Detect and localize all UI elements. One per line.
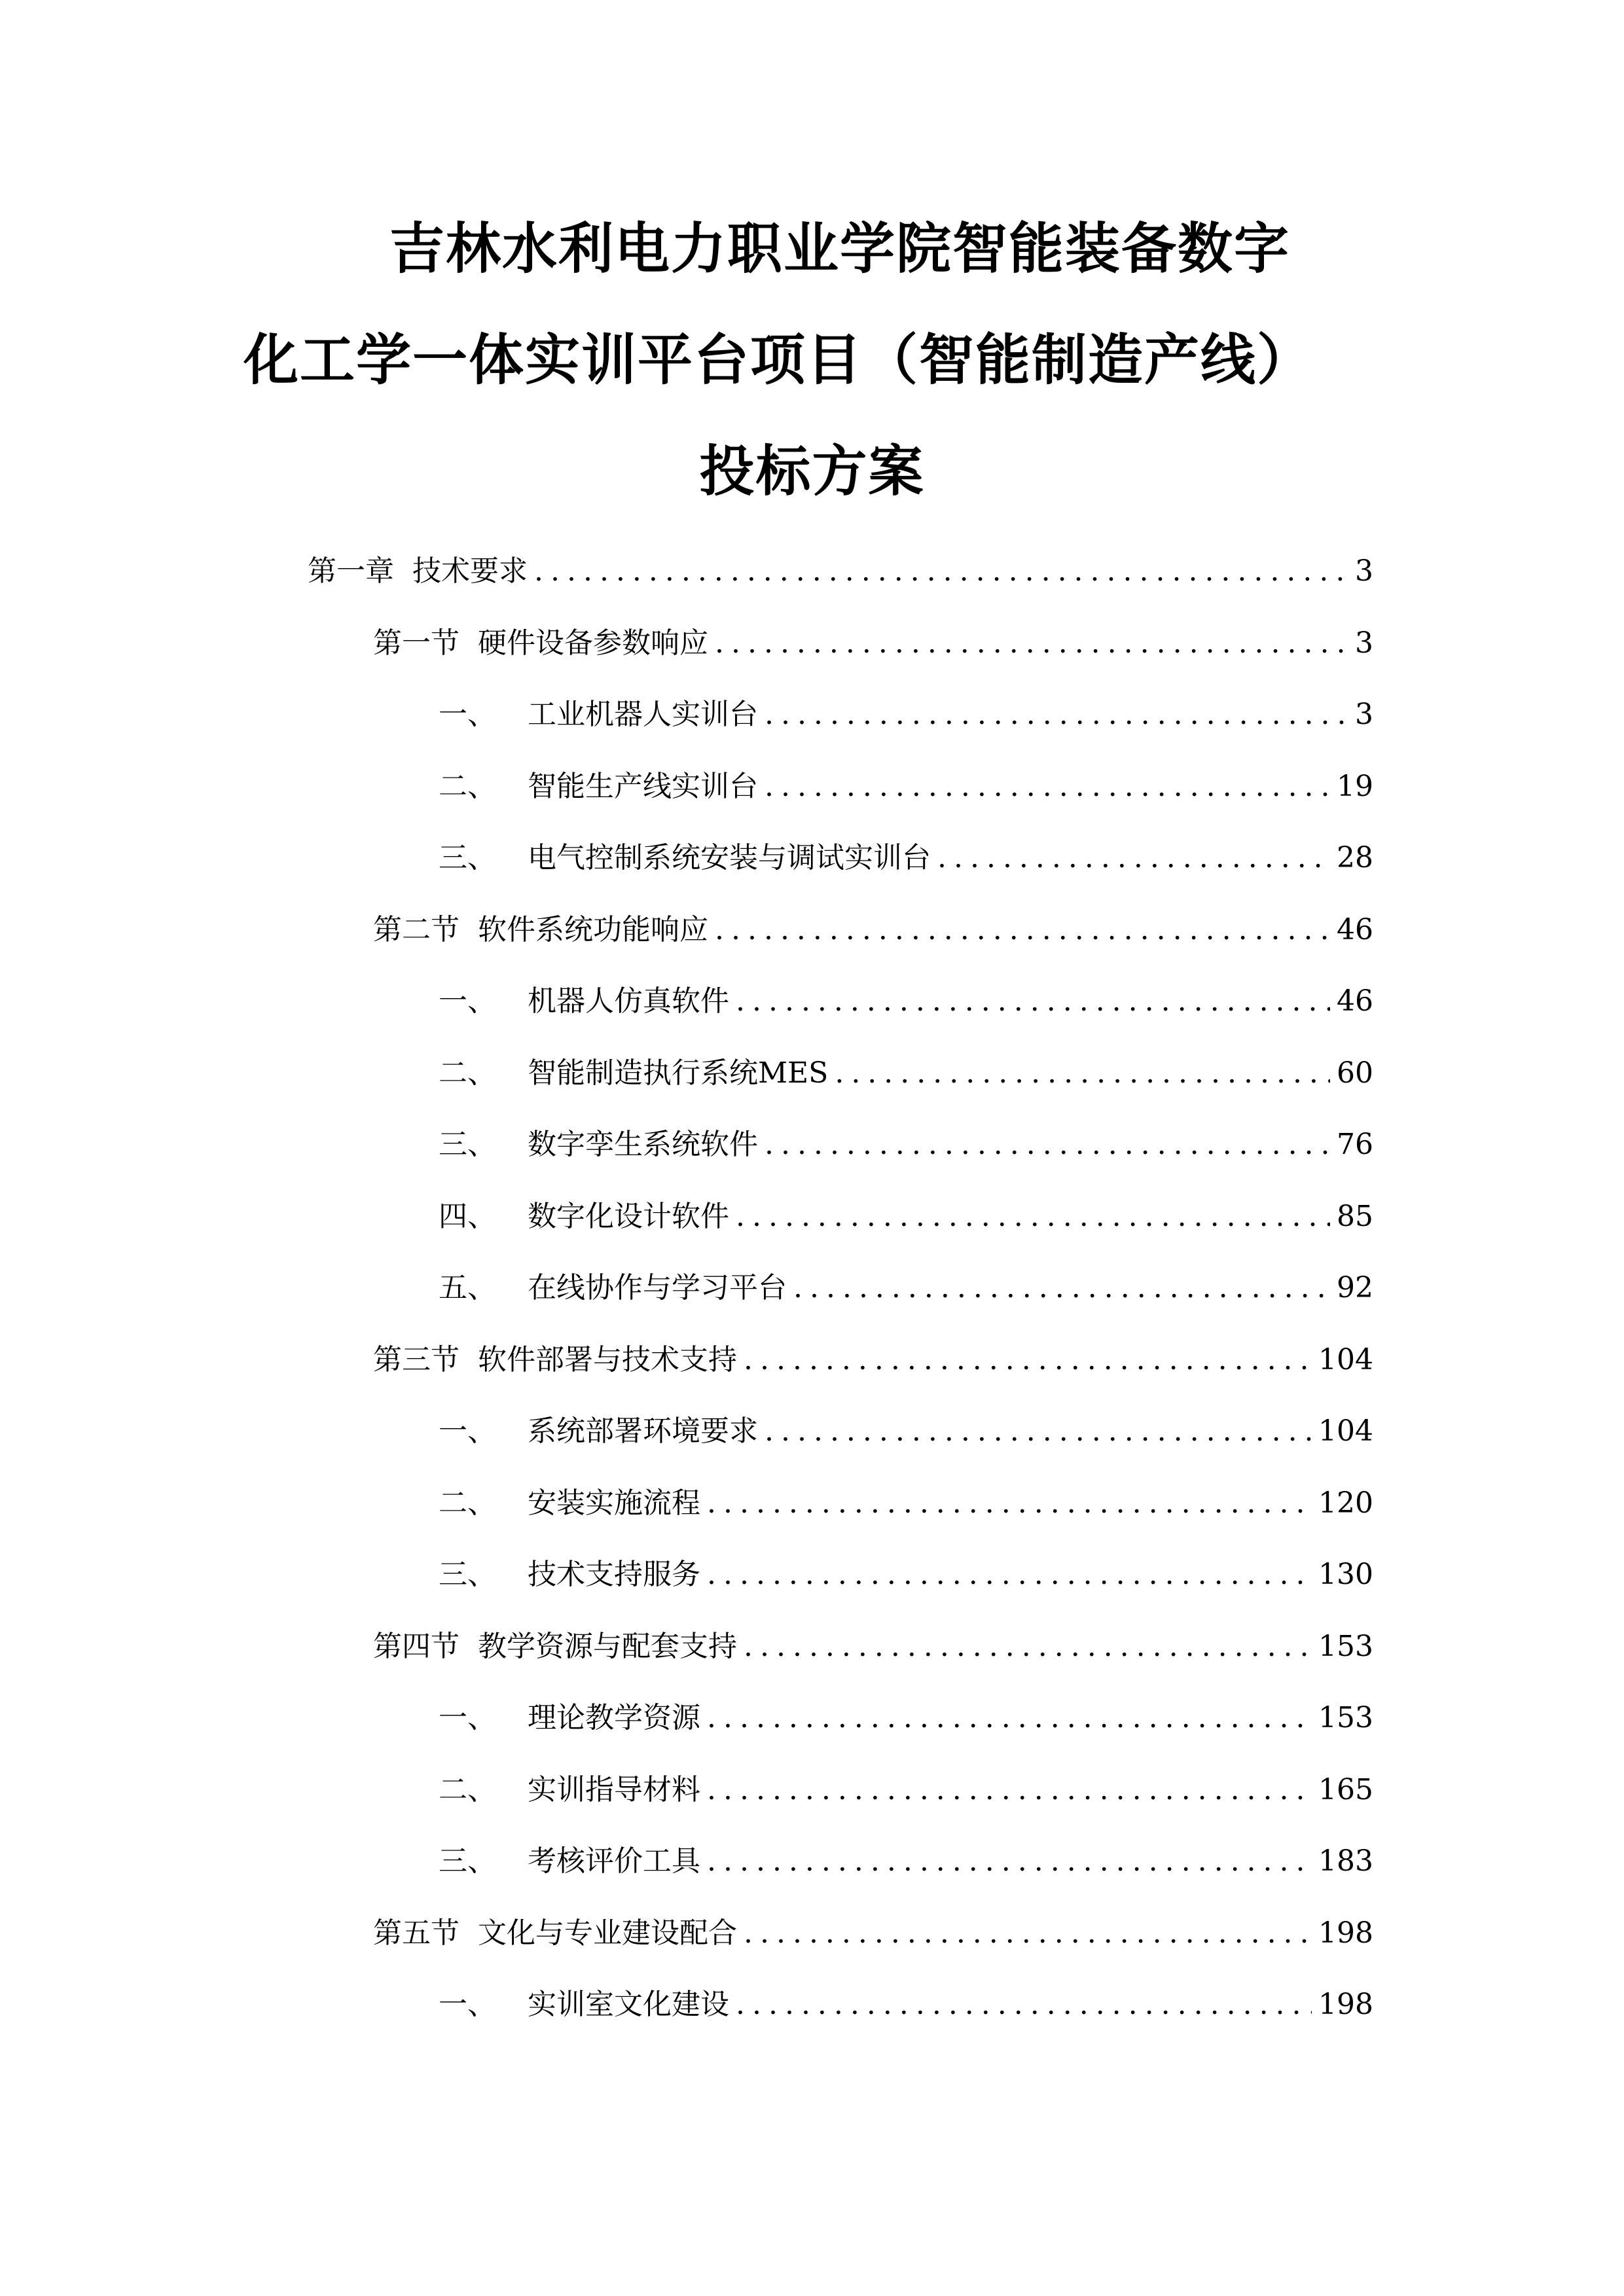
toc-entry-label: 数字化设计软件 — [528, 1200, 729, 1233]
toc-entry-page: 92 — [1337, 1271, 1373, 1304]
toc-leader-dots — [736, 982, 1330, 1021]
toc-entry-page: 76 — [1337, 1128, 1373, 1161]
toc-entry-page: 3 — [1355, 698, 1373, 731]
toc-entry-number: 二、 — [439, 770, 496, 803]
toc-entry-label: 实训室文化建设 — [528, 1988, 729, 2021]
title-line-3: 投标方案 — [699, 439, 925, 503]
toc-entry[interactable] — [439, 1770, 1373, 1810]
toc-entry-number: 一、 — [439, 1414, 496, 1448]
toc-entry[interactable] — [439, 1842, 1373, 1881]
toc-entry-number: 一、 — [439, 1988, 496, 2021]
toc-entry-label: 在线协作与学习平台 — [528, 1271, 787, 1304]
toc-entry-page: 60 — [1337, 1056, 1373, 1090]
toc-entry-page: 3 — [1355, 626, 1373, 660]
toc-entry[interactable] — [439, 1698, 1373, 1738]
toc-entry-number: 三、 — [439, 1844, 496, 1878]
toc-entry-page: 46 — [1337, 984, 1373, 1018]
toc-leader-dots — [744, 1914, 1312, 1953]
toc-entry[interactable] — [439, 695, 1373, 734]
toc-entry-page: 120 — [1318, 1486, 1373, 1520]
toc-leader-dots — [707, 1698, 1312, 1738]
toc-leader-dots — [765, 1125, 1330, 1164]
toc-entry-label: 系统部署环境要求 — [528, 1414, 758, 1448]
toc-leader-dots — [744, 1340, 1312, 1380]
toc-entry-page: 19 — [1337, 770, 1373, 803]
toc-entry-page: 198 — [1318, 1916, 1373, 1950]
title-line-2: 化工学一体实训平台项目（智能制造产线） — [244, 328, 1314, 392]
toc-entry-number: 一、 — [439, 1701, 496, 1734]
toc-entry-label: 工业机器人实训台 — [528, 698, 758, 731]
toc-entry-label: 硬件设备参数响应 — [478, 626, 708, 660]
toc-entry-label: 数字孪生系统软件 — [528, 1128, 758, 1161]
toc-entry[interactable] — [373, 910, 1373, 950]
toc-entry-label: 安装实施流程 — [528, 1486, 700, 1520]
toc-entry[interactable] — [439, 1412, 1373, 1451]
toc-entry-page: 28 — [1337, 841, 1373, 874]
toc-leader-dots — [765, 767, 1330, 806]
toc-entry[interactable] — [439, 1197, 1373, 1236]
toc-leader-dots — [835, 1054, 1330, 1093]
toc-entry[interactable] — [439, 838, 1373, 878]
toc-entry-number: 三、 — [439, 1558, 496, 1591]
toc-leader-dots — [707, 1484, 1312, 1523]
toc-entry[interactable] — [373, 1627, 1373, 1666]
toc-entry-page: 85 — [1337, 1200, 1373, 1233]
toc-entry-label: 技术支持服务 — [528, 1558, 700, 1591]
toc-entry-number: 三、 — [439, 1128, 496, 1161]
toc-entry-page: 198 — [1318, 1988, 1373, 2021]
toc-leader-dots — [765, 1412, 1312, 1451]
toc-entry[interactable] — [439, 767, 1373, 806]
toc-entry-number: 第四节 — [373, 1630, 460, 1663]
toc-entry-page: 153 — [1318, 1701, 1373, 1734]
toc-entry-page: 153 — [1318, 1630, 1373, 1663]
toc-entry[interactable] — [439, 1125, 1373, 1164]
toc-entry[interactable] — [439, 982, 1373, 1021]
toc-entry-number: 第一节 — [373, 626, 460, 660]
toc-entry-page: 130 — [1318, 1558, 1373, 1591]
toc-leader-dots — [736, 1985, 1312, 2024]
toc-entry-label: 机器人仿真软件 — [528, 984, 729, 1018]
toc-entry-number: 一、 — [439, 984, 496, 1018]
toc-entry-number: 二、 — [439, 1773, 496, 1806]
toc-entry[interactable] — [439, 1985, 1373, 2024]
toc-entry-number: 一、 — [439, 698, 496, 731]
toc-entry-page: 165 — [1318, 1773, 1373, 1806]
toc-leader-dots — [736, 1197, 1330, 1236]
toc-entry-label: 实训指导材料 — [528, 1773, 700, 1806]
toc-entry-label: 智能制造执行系统MES — [528, 1056, 829, 1090]
toc-entry-label: 技术要求 — [412, 554, 528, 588]
toc-entry[interactable] — [308, 552, 1373, 591]
toc-entry-page: 183 — [1318, 1844, 1373, 1878]
toc-leader-dots — [937, 838, 1330, 878]
toc-entry[interactable] — [373, 624, 1373, 663]
toc-entry-number: 第一章 — [308, 554, 394, 588]
toc-entry-label: 教学资源与配套支持 — [478, 1630, 737, 1663]
toc-entry-number: 第五节 — [373, 1916, 460, 1950]
toc-entry-page: 104 — [1318, 1414, 1373, 1448]
toc-entry[interactable] — [439, 1555, 1373, 1594]
toc-entry[interactable] — [439, 1484, 1373, 1523]
toc-entry-page: 104 — [1318, 1343, 1373, 1376]
toc-entry-page: 3 — [1355, 554, 1373, 588]
toc-entry[interactable] — [439, 1054, 1373, 1093]
toc-leader-dots — [707, 1770, 1312, 1810]
toc-entry-number: 二、 — [439, 1056, 496, 1090]
toc-entry-label: 文化与专业建设配合 — [478, 1916, 737, 1950]
toc-entry-label: 软件部署与技术支持 — [478, 1343, 737, 1376]
toc-entry-number: 第二节 — [373, 913, 460, 946]
toc-entry[interactable] — [373, 1914, 1373, 1953]
toc-entry-label: 理论教学资源 — [528, 1701, 700, 1734]
toc-entry-number: 第三节 — [373, 1343, 460, 1376]
toc-entry-label: 考核评价工具 — [528, 1844, 700, 1878]
toc-leader-dots — [707, 1842, 1312, 1881]
toc-entry-number: 三、 — [439, 841, 496, 874]
toc-entry[interactable] — [373, 1340, 1373, 1380]
toc-leader-dots — [765, 695, 1348, 734]
toc-entry-page: 46 — [1337, 913, 1373, 946]
toc-entry-label: 软件系统功能响应 — [478, 913, 708, 946]
toc-entry[interactable] — [439, 1268, 1373, 1308]
toc-entry-label: 智能生产线实训台 — [528, 770, 758, 803]
toc-leader-dots — [707, 1555, 1312, 1594]
toc-leader-dots — [744, 1627, 1312, 1666]
toc-entry-label: 电气控制系统安装与调试实训台 — [528, 841, 931, 874]
toc-leader-dots — [715, 910, 1330, 950]
toc-entry-number: 二、 — [439, 1486, 496, 1520]
toc-leader-dots — [793, 1268, 1330, 1308]
toc-leader-dots — [534, 552, 1348, 591]
toc-entry-number: 四、 — [439, 1200, 496, 1233]
title-line-1: 吉林水利电力职业学院智能装备数字 — [389, 217, 1291, 281]
toc-entry-number: 五、 — [439, 1271, 496, 1304]
toc-leader-dots — [715, 624, 1348, 663]
